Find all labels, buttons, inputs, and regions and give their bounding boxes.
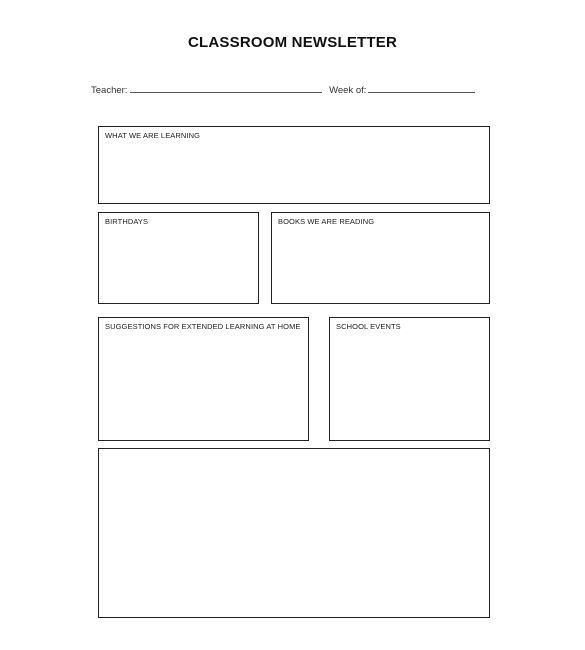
blank-section-box[interactable]	[98, 448, 490, 618]
learning-section-box[interactable]	[98, 126, 490, 204]
page-title: CLASSROOM NEWSLETTER	[188, 34, 397, 51]
books-section-label: BOOKS WE ARE READING	[278, 217, 375, 226]
events-section-box[interactable]	[329, 317, 490, 441]
teacher-field[interactable]	[130, 84, 322, 93]
learning-section-label: WHAT WE ARE LEARNING	[105, 131, 201, 140]
books-section-box[interactable]	[271, 212, 490, 304]
birthdays-section-box[interactable]	[98, 212, 259, 304]
events-section-label: SCHOOL EVENTS	[336, 322, 401, 331]
week-label: Week of:	[329, 85, 367, 96]
teacher-label: Teacher:	[91, 85, 128, 96]
suggestions-section-label: SUGGESTIONS FOR EXTENDED LEARNING AT HOME	[105, 322, 301, 331]
birthdays-section-label: BIRTHDAYS	[105, 217, 149, 226]
week-field[interactable]	[368, 84, 475, 93]
header-fields	[91, 84, 475, 96]
suggestions-section-box[interactable]	[98, 317, 309, 441]
